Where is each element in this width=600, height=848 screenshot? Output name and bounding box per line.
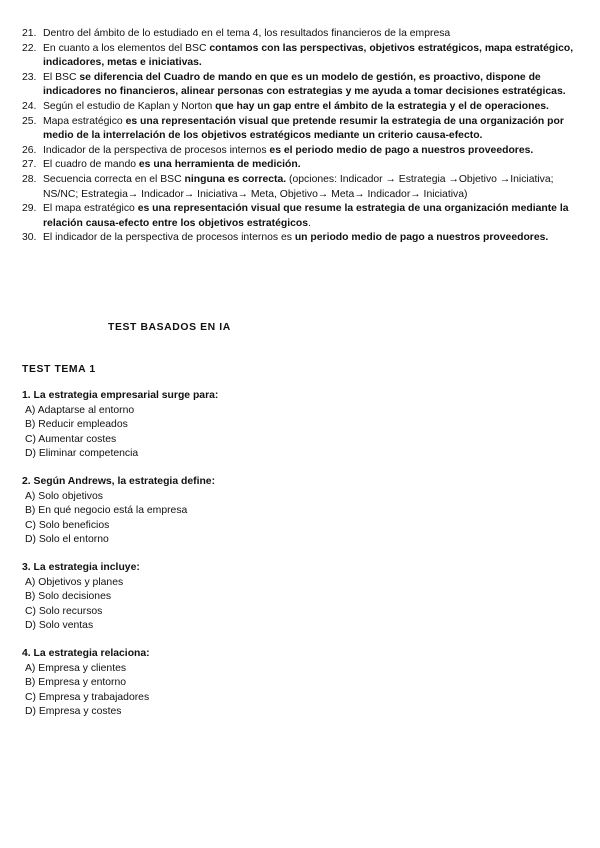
answer-option: A) Solo objetivos [25,490,103,502]
list-item [22,144,578,159]
list-item [22,173,578,202]
item-number: 22. [22,42,37,54]
bold-text-run: es una representación visual que resume la estrategia de una organización mediante la relación causa-efecto entre los objetivos estratégicos [43,203,569,229]
answer-option: A) Adaptarse al entorno [25,404,135,416]
list-item [22,202,578,231]
bold-text-run: es una herramienta de medición. [138,159,301,171]
item-text [43,100,578,115]
list-item [22,100,578,115]
answer-option: B) Solo decisiones [25,591,112,603]
question-title: 2. Según Andrews, la estrategia define: [22,475,216,487]
list-item [22,42,578,71]
text-run: Según el estudio de Kaplan y Norton [43,100,216,112]
bold-text-run: es una representación visual que pretende resumir la estrategia de una organización por medio de la interrelación de los objetivos estratégicos mediante un criterio causa-efecto. [43,115,564,142]
item-number: 21. [22,28,37,39]
item-number: 25. [22,115,37,127]
bold-text-run: contamos con las perspectivas, objetivos estratégicos, mapa estratégico, indicadores, metas e iniciativas. [43,42,574,69]
test-title: TEST TEMA 1 [22,364,96,375]
text-run: (opciones: Indicador → Estrategia →Objetivo →Iniciativa; NS/NC; Estrategia→ Indicador→ Iniciativa→ Meta, Objetivo→ Meta→ Indicador→ Iniciativa) [43,173,554,200]
item-number: 26. [22,144,37,156]
answer-option: C) Solo recursos [25,605,103,617]
answer-option: D) Empresa y costes [25,706,122,718]
item-text [43,202,578,231]
answer-option: B) Empresa y entorno [25,677,127,689]
item-text [43,144,578,159]
answer-option: A) Objetivos y planes [25,576,124,588]
answer-option: D) Solo ventas [25,620,94,632]
bold-text-run: se diferencia del Cuadro de mando en que es un modelo de gestión, es proactivo, dispone de indicadores no financieros, alinear personas con estrategias y me ayuda a tomar decisiones estratégicas. [43,71,566,98]
item-text [43,231,578,246]
item-text [43,173,578,202]
item-text [43,42,578,71]
item-number: 30. [22,232,37,244]
text-run: El mapa estratégico [43,203,138,215]
item-text [43,27,578,42]
item-number: 23. [22,71,37,83]
text-run: Indicador de la perspectiva de procesos internos [43,144,270,156]
answer-option: D) Eliminar competencia [25,448,139,460]
item-text [43,71,578,100]
text-run: El indicador de la perspectiva de procesos internos es [43,232,295,244]
numbered-list [22,27,578,246]
question-title: 3. La estrategia incluye: [22,561,140,573]
item-number: 28. [22,173,37,185]
text-run: El BSC [43,71,80,83]
answer-option: B) Reducir empleados [25,419,128,431]
item-text [43,158,578,173]
bold-text-run: que hay un gap entre el ámbito de la estrategia y el de operaciones. [215,100,549,112]
list-item [22,115,578,144]
answer-option: C) Solo beneficios [25,519,110,531]
item-number: 24. [22,100,37,112]
question-block [22,561,578,634]
item-number: 29. [22,203,37,215]
bold-text-run: ninguna es correcta. [184,173,287,185]
list-item [22,231,578,246]
question-title: 1. La estrategia empresarial surge para: [22,390,219,401]
bold-text-run: un periodo medio de pago a nuestros proveedores. [294,232,549,244]
answer-option: C) Empresa y trabajadores [25,691,150,703]
text-run: Dentro del ámbito de lo estudiado en el tema 4, los resultados financieros de la empresa [43,28,451,39]
text-run: En cuanto a los elementos del BSC [43,42,210,54]
question-block [22,647,578,720]
list-item [22,71,578,100]
question-title: 4. La estrategia relaciona: [22,647,150,659]
answer-option: D) Solo el entorno [25,534,109,546]
question-block [22,389,578,462]
item-number: 27. [22,159,37,171]
bold-text-run: es el periodo medio de pago a nuestros proveedores. [269,144,534,156]
item-text [43,115,578,144]
text-run: Secuencia correcta en el BSC [43,173,185,185]
text-run: El cuadro de mando [43,159,139,171]
question-list [22,389,578,733]
list-item [22,27,578,42]
answer-option: B) En qué negocio está la empresa [25,505,188,517]
answer-option: A) Empresa y clientes [25,662,127,674]
list-item [22,158,578,173]
section-title: TEST BASADOS EN IA [108,322,231,333]
text-run: Mapa estratégico [43,115,126,127]
answer-option: C) Aumentar costes [25,433,117,445]
question-block [22,475,578,548]
text-run: . [308,217,311,229]
